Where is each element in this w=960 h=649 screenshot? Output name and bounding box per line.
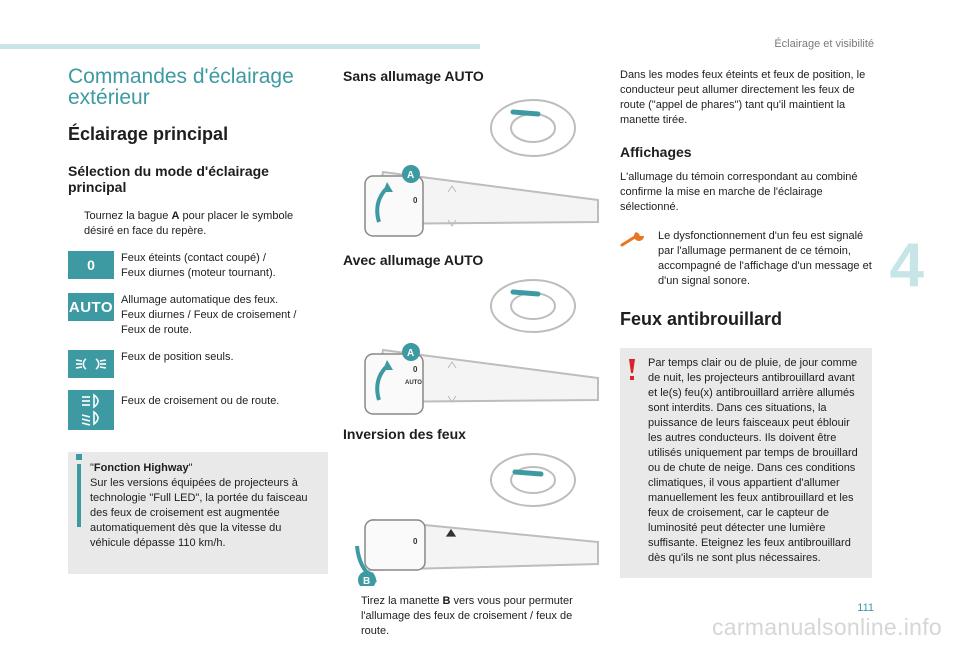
info-icon <box>76 454 82 460</box>
running-header: Éclairage et visibilité <box>774 38 874 50</box>
warning-text: Le dysfonctionnement d'un feu est signalé par l'allumage permanent de ce témoin, accompagné de l'affichage d'un message et d'un signal sonore. <box>658 230 872 287</box>
heading-inversion: Inversion des feux <box>343 426 466 442</box>
diagram-stalk-inversion <box>343 450 600 586</box>
svg-text:0: 0 <box>413 365 418 374</box>
affichages-paragraph: L'allumage du témoin correspondant au combiné confirme la mise en marche de l'éclairage sélectionné. <box>620 171 858 213</box>
alert-text: Par temps clair ou de pluie, de jour comme de nuit, les projecteurs antibrouillard avant et le(s) feu(x) antibrouillard arrière allumés sont interdits. Dans ces situations, la puissance de leurs faisceaux peut éblouir les autres conducteurs. Ils doivent être utilisés uniquement par temps de brouillard ou de chute de neige. Dans ces conditions climatiques, il vous appartient d'allumer manuellement les feux antibrouillard et les feux de croisement, car le capteur de luminosité peut détecter une lumière suffisante. Eteignez les feux antibrouillard dès qu'ils ne sont plus nécessaires. <box>648 357 858 564</box>
mode-row-position: Feux de position seuls. <box>68 350 326 378</box>
column-right <box>620 68 872 578</box>
svg-text:A: A <box>407 170 415 181</box>
exclamation-icon <box>628 358 636 382</box>
mode-row-auto: AUTO Allumage automatique des feux. Feux diurnes / Feux de croisement / Feux de route. <box>68 294 297 336</box>
watermark: carmanualsonline.info <box>711 614 942 640</box>
auto-icon: AUTO <box>68 293 114 321</box>
section-title: Commandes d'éclairage extérieur <box>68 65 294 109</box>
diagram-stalk-sans-auto <box>343 92 600 238</box>
mode-row-off: 0 Feux éteints (contact coupé) / Feux diurnes (moteur tournant). <box>68 251 326 281</box>
wrench-icon <box>620 229 648 249</box>
chapter-number: 4 <box>889 231 924 300</box>
zero-icon: 0 <box>68 251 114 279</box>
instruction-bullet: Tournez la bague A pour placer le symbole désiré en face du repère. <box>84 210 294 237</box>
heading-avec-auto: Avec allumage AUTO <box>343 252 484 268</box>
column-left <box>68 66 326 574</box>
svg-text:AUTO: AUTO <box>405 380 422 386</box>
heading-main-lighting: Éclairage principal <box>68 124 229 144</box>
heading-feux-antibrouillard: Feux antibrouillard <box>620 309 783 329</box>
position-lights-icon <box>68 350 114 378</box>
svg-text:A: A <box>407 348 415 359</box>
diagram-stalk-avec-auto <box>343 276 600 416</box>
svg-text:0: 0 <box>413 196 418 205</box>
svg-text:B: B <box>363 576 371 586</box>
alert-box-fog <box>620 348 872 578</box>
intro-paragraph: Dans les modes feux éteints et feux de position, le conducteur peut allumer directement les feux de route ("appel de phares") tant qu'il maintient la manette tirée. <box>620 69 866 126</box>
heading-sans-auto: Sans allumage AUTO <box>343 68 484 84</box>
caption-inversion: Tirez la manette B vers vous pour permuter l'allumage des feux de croisement / feux de route. <box>361 595 573 637</box>
heading-affichages: Affichages <box>620 144 692 160</box>
mode-row-beam: Feux de croisement ou de route. <box>68 390 326 430</box>
low-high-beam-icon <box>68 390 114 430</box>
subheading-mode-selection: Sélection du mode d'éclairage principal <box>68 163 269 195</box>
svg-text:0: 0 <box>413 537 418 546</box>
column-middle <box>343 68 600 639</box>
page-number: 111 <box>857 602 874 614</box>
info-box-highway: "Fonction Highway" Sur les versions équipées de projecteurs à technologie "Full LED", la portée du faisceau des feux de croisement est augmentée automatiquement dès que la vitesse du véhicule dépasse 110 km/h. <box>68 452 328 574</box>
warning-row <box>620 229 872 289</box>
header-rule <box>0 44 480 49</box>
